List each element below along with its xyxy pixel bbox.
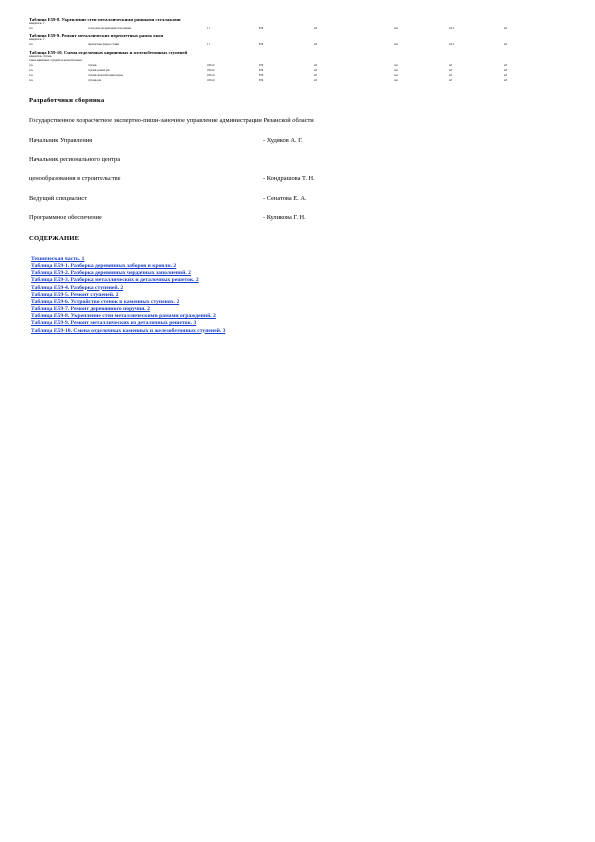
table-subnote: Смена кирпичных ступеней на железобетонные: [29, 59, 82, 62]
toc-link[interactable]: Таблица Е59-2. Разборка деревянных чердачных заполнений. 2: [31, 270, 191, 277]
organization-text: Государственное хозрасчетное экспертно-пиши-заночное управление администрации Рязанской области: [29, 117, 314, 124]
toc-link[interactable]: Таблица Е59-5. Ремонт ступеней. 2: [31, 291, 119, 298]
toc-link[interactable]: Таблица Е59-6. Устройство стенок в каменных ступенях. 2: [31, 298, 180, 305]
person-role: Ведущий специалист: [29, 195, 87, 202]
table-title: Таблица Е59-9. Ремонт металлических переплетных рамок окон: [29, 33, 164, 38]
table-row: п.п. ступень ран 100 шт Е59 м3 тыс м3 м3: [29, 79, 507, 82]
toc-link[interactable]: Таблица Е59-10. Смена отделочных каменных и железобетонных ступеней. 3: [31, 327, 226, 334]
person-name: - Сенатова Е. А.: [263, 195, 307, 202]
table-note: измеритель: т: [29, 38, 45, 41]
toc-link[interactable]: Таблица Е59-1. Разборка деревянных заборов и кровли. 2: [31, 263, 177, 270]
toc-link[interactable]: Таблица Е59-3. Разборка металлических и деталочных решеток. 2: [31, 277, 199, 284]
table-row: п.п. переплетные рамы и стойки 1 т Е59 м3 тыс м3 4 м3: [29, 43, 507, 46]
person-role: Программное обеспечение: [29, 214, 102, 221]
table-note: измеритель: т: [29, 22, 45, 25]
table-title: Таблица Е59-10. Смена отделочных кирпичных и железобетонных ступеней: [29, 50, 188, 55]
table-row: п.п. ступень железобетонных марок 100 шт Е59 м3 тыс м3 м3: [29, 74, 507, 77]
person-name: - Кондрашова Т. Н.: [263, 175, 315, 182]
contents-heading: СОДЕРЖАНИЕ: [29, 235, 80, 242]
toc-link[interactable]: Таблица Е59-9. Ремонт металлических из деталочных решеток. 3: [31, 320, 197, 327]
table-row: п.п. ступень разных ран 100 шт Е59 м3 тыс м3 м3: [29, 69, 507, 72]
person-role: ценообразования в строительстве: [29, 175, 121, 182]
table-title: Таблица Е59-8. Укрепление стен металлическими рамными стеллажами: [29, 17, 181, 22]
toc-link[interactable]: Таблица Е59-4. Разборка ступеней. 2: [31, 284, 124, 291]
table-of-contents: [31, 256, 391, 335]
person-role: Начальник Управления: [29, 137, 93, 144]
toc-link[interactable]: Таблица Е59-8. Укрепление стен металлическими рамами ограждений. 2: [31, 313, 216, 320]
table-row: п.п. ступень 100 шт Е59 м3 тыс м3 м3: [29, 64, 507, 67]
table-note: измеритель: ступень: [29, 55, 52, 58]
table-row: п.п. сталь рама для крепления стен рамами 1 т Е59 м3 тыс м3 4 м3: [29, 27, 507, 30]
toc-link[interactable]: Таблица Е59-7. Ремонт деревянного поручня. 2: [31, 306, 150, 313]
toc-link[interactable]: Техническая часть. 1: [31, 256, 85, 262]
developers-heading: Разработчики сборника: [29, 97, 105, 104]
person-name: - Худяков А. Г.: [263, 137, 303, 144]
person-name: - Куликова Г. Н.: [263, 214, 306, 221]
person-role: Начальник регионального центра: [29, 156, 121, 163]
